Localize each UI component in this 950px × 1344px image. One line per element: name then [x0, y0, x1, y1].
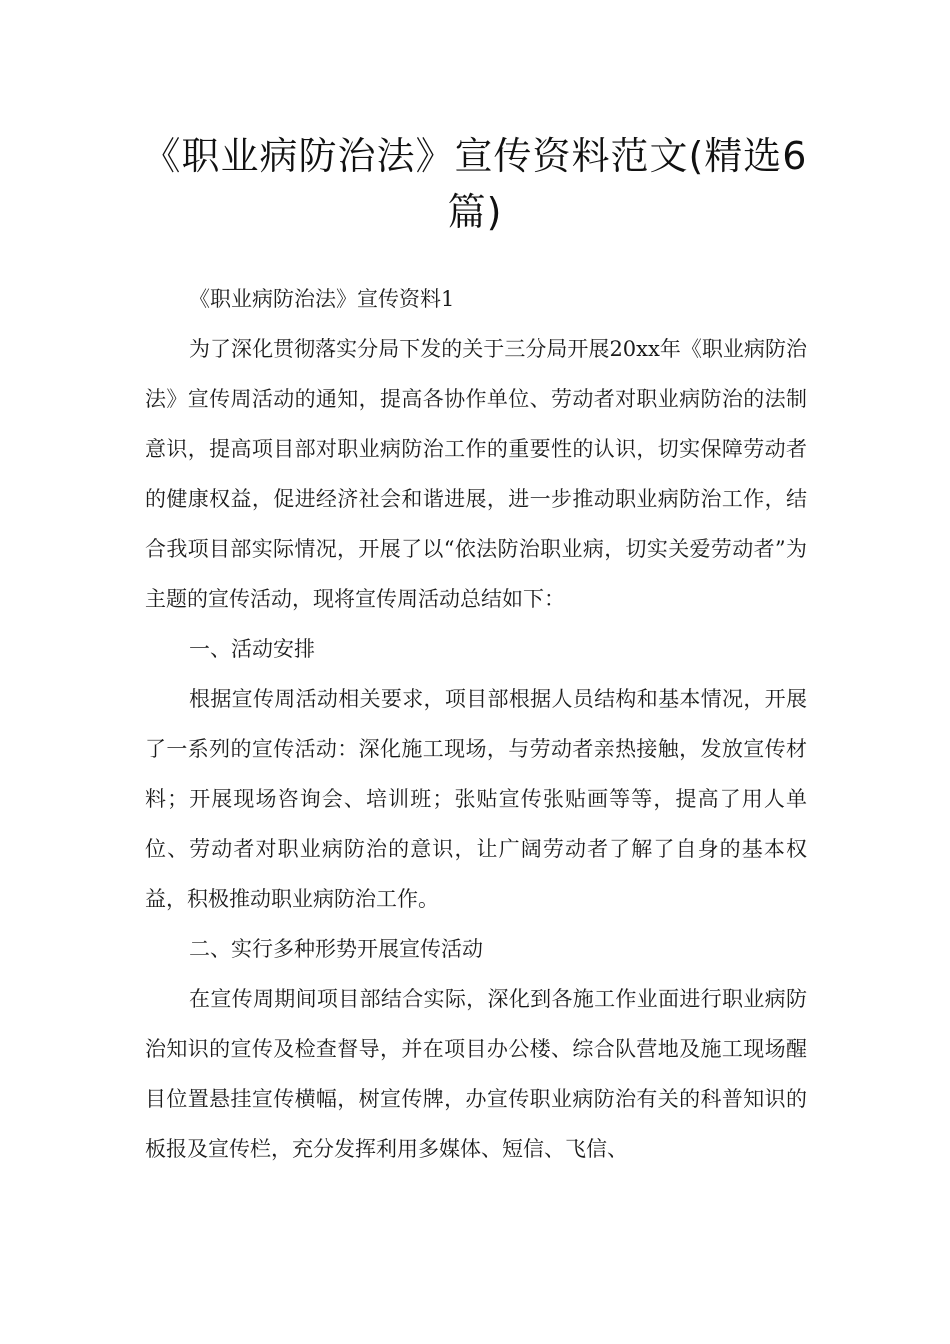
document-body	[145, 274, 807, 1174]
body-paragraph-arrangement: 根据宣传周活动相关要求，项目部根据人员结构和基本情况，开展了一系列的宣传活动：深化施工现场，与劳动者亲热接触，发放宣传材料；开展现场咨询会、培训班；张贴宣传张贴画等等，提高了用人单位、劳动者对职业病防治的意识，让广阔劳动者了解了自身的基本权益，积极推动职业病防治工作。	[145, 687, 807, 911]
section-heading-material-1: 《职业病防治法》宣传资料1	[189, 287, 455, 311]
body-paragraph-publicity: 在宣传周期间项目部结合实际，深化到各施工作业面进行职业病防治知识的宣传及检查督导，并在项目办公楼、综合队营地及施工现场醒目位置悬挂宣传横幅，树宣传牌，办宣传职业病防治有关的科普知识的板报及宣传栏，充分发挥利用多媒体、短信、飞信、	[145, 987, 807, 1161]
body-paragraph-intro: 为了深化贯彻落实分局下发的关于三分局开展20xx年《职业病防治法》宣传周活动的通知，提高各协作单位、劳动者对职业病防治的法制意识，提高项目部对职业病防治工作的重要性的认识，切实保障劳动者的健康权益，促进经济社会和谐进展，进一步推动职业病防治工作，结合我项目部实际情况，开展了以“依法防治职业病，切实关爱劳动者”为主题的宣传活动，现将宣传周活动总结如下：	[145, 337, 807, 611]
document-title: 《职业病防治法》宣传资料范文(精选6篇)	[142, 134, 808, 234]
section-heading-publicity-forms: 二、实行多种形势开展宣传活动	[189, 937, 483, 961]
section-heading-activity-arrangement: 一、活动安排	[189, 637, 315, 661]
